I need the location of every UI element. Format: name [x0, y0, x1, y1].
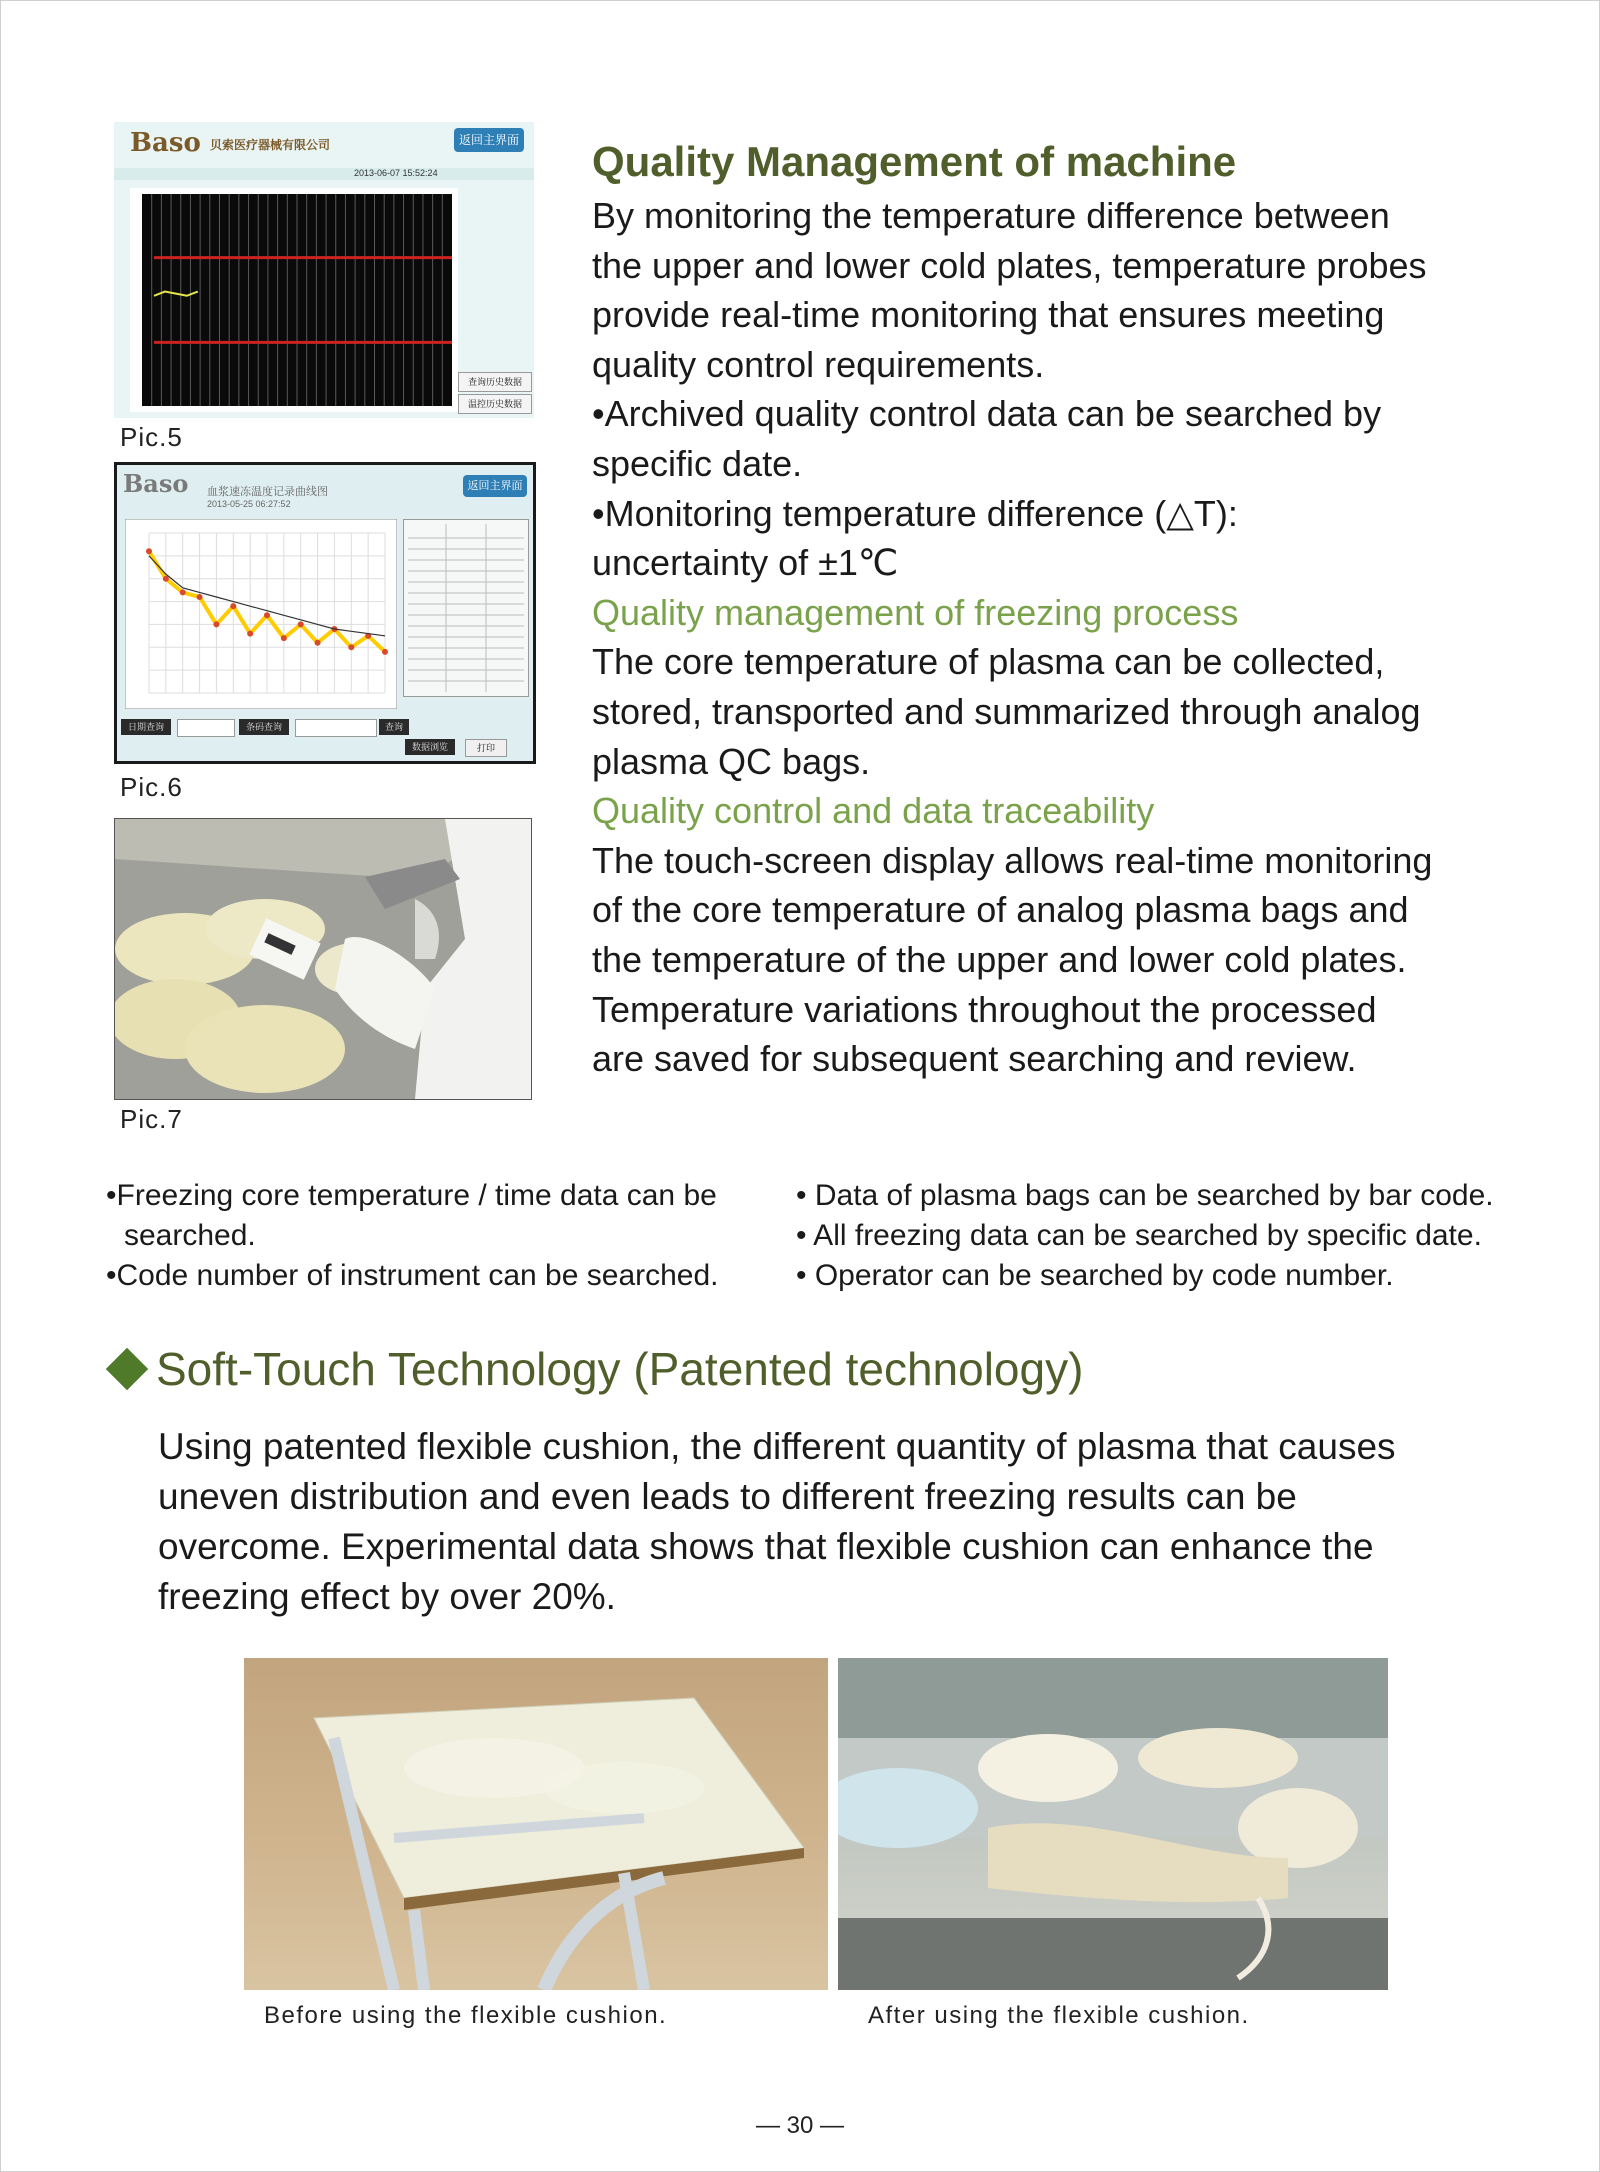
pic5-timestamp: 2013-06-07 15:52:24 [354, 168, 438, 178]
bullet-item: •Code number of instrument can be searched. [106, 1259, 719, 1292]
pic5-chart [130, 188, 458, 412]
section2-line: uneven distribution and even leads to different freezing results can be [158, 1476, 1297, 1517]
pic6-data-point [348, 644, 354, 650]
page-number: — 30 — [755, 2112, 845, 2139]
pic6-data-table [403, 519, 529, 697]
after-photo-caption: After using the flexible cushion. [868, 2002, 1250, 2029]
diamond-bullet-icon [106, 1348, 148, 1390]
pic6-search-button[interactable]: 查询 [379, 719, 409, 735]
section1-line: By monitoring the temperature difference between [592, 195, 1390, 236]
before-scene [244, 1658, 828, 1990]
pic6-chart [125, 519, 397, 709]
sub1-line: The core temperature of plasma can be collected, [592, 641, 1385, 683]
pic5-logo: Baso [130, 128, 201, 158]
bullet-item: searched. [124, 1219, 256, 1252]
section2-line: Using patented flexible cushion, the different quantity of plasma that causes [158, 1426, 1396, 1467]
sub2-line: Temperature variations throughout the processed [592, 988, 1377, 1030]
section2-line: overcome. Experimental data shows that flexible cushion can enhance the [158, 1526, 1374, 1567]
section2-body [158, 1422, 1538, 1622]
sub2-line: are saved for subsequent searching and review. [592, 1038, 1357, 1080]
section1-line: uncertainty of ±1℃ [592, 542, 899, 584]
pic6-date: 2013-05-25 06:27:52 [207, 499, 291, 509]
pic5-history-button[interactable]: 查询历史数据 [458, 372, 532, 392]
section2-line: freezing effect by over 20%. [158, 1576, 616, 1617]
pic6-data-point [315, 640, 321, 646]
before-cushion-photo [244, 1658, 828, 1990]
pic6-screenshot [114, 462, 536, 764]
pic7-scene [115, 819, 531, 1099]
pic6-data-point [264, 612, 270, 618]
pic6-title: 血浆速冻温度记录曲线图 [207, 486, 328, 498]
section1-title: Quality Management of machine [592, 138, 1237, 185]
pic6-print-button[interactable]: 打印 [465, 739, 507, 757]
sub2-line: the temperature of the upper and lower cold plates. [592, 938, 1407, 980]
pic6-caption: Pic.6 [120, 772, 183, 802]
pic6-toolbar [121, 717, 525, 755]
bullet-item: • Operator can be searched by code number. [796, 1259, 1394, 1292]
pic7-caption: Pic.7 [120, 1104, 183, 1134]
sub2-line: The touch-screen display allows real-time monitoring [592, 839, 1433, 881]
pic6-date-query-button[interactable]: 日期查询 [121, 719, 171, 735]
pic6-data-point [247, 631, 253, 637]
pic6-data-point [281, 635, 287, 641]
traceability-subheading: Quality control and data traceability [592, 790, 1155, 832]
pic6-home-button[interactable]: 返回主界面 [463, 475, 527, 497]
pic5-screenshot [114, 122, 534, 418]
after-scene [838, 1658, 1388, 1990]
pic6-data-point [298, 621, 304, 627]
pic6-data-point [146, 548, 152, 554]
sub1-line: stored, transported and summarized through analog [592, 690, 1421, 732]
section2-heading [112, 1342, 1083, 1396]
section1-line: provide real-time monitoring that ensures meeting [592, 294, 1385, 336]
sub1-line: plasma QC bags. [592, 740, 871, 782]
pic5-home-button[interactable]: 返回主界面 [454, 128, 524, 152]
bullet-list-right [796, 1176, 1516, 1296]
section2-title: Soft-Touch Technology (Patented technology) [156, 1343, 1084, 1395]
pic6-data-point [197, 594, 203, 600]
pic5-temp-history-button[interactable]: 温控历史数据 [458, 394, 532, 414]
bullet-item: • All freezing data can be searched by specific date. [796, 1219, 1482, 1252]
sub2-line: of the core temperature of analog plasma bags and [592, 889, 1409, 931]
pic5-caption: Pic.5 [120, 422, 183, 452]
pic6-data-point [213, 621, 219, 627]
section1-line: specific date. [592, 442, 803, 484]
after-cushion-photo [838, 1658, 1388, 1990]
pic6-logo: Baso [123, 469, 189, 498]
pic6-data-point [180, 589, 186, 595]
pic6-data-point [382, 649, 388, 655]
pic6-barcode-input[interactable] [295, 719, 377, 737]
bullet-list-left [106, 1176, 766, 1296]
pic5-company: 贝索医疗器械有限公司 [210, 138, 331, 152]
section1-body [592, 191, 1512, 1084]
pic6-date-input[interactable] [177, 719, 235, 737]
before-photo-caption: Before using the flexible cushion. [264, 2002, 668, 2029]
pic7-photo [114, 818, 532, 1100]
section1-line: quality control requirements. [592, 343, 1045, 385]
bullet-item: • Data of plasma bags can be searched by bar code. [796, 1179, 1494, 1212]
pic6-barcode-query-button[interactable]: 条码查询 [239, 719, 289, 735]
pic6-data-point [230, 603, 236, 609]
freezing-process-subheading: Quality management of freezing process [592, 591, 1239, 633]
bullet-item: •Freezing core temperature / time data can be [106, 1179, 717, 1212]
section1-line: •Monitoring temperature difference (△T): [592, 492, 1238, 534]
section1-line: •Archived quality control data can be searched by [592, 393, 1382, 435]
section1-line: the upper and lower cold plates, temperature probes [592, 244, 1427, 286]
pic6-browse-button[interactable]: 数据浏览 [405, 739, 455, 755]
